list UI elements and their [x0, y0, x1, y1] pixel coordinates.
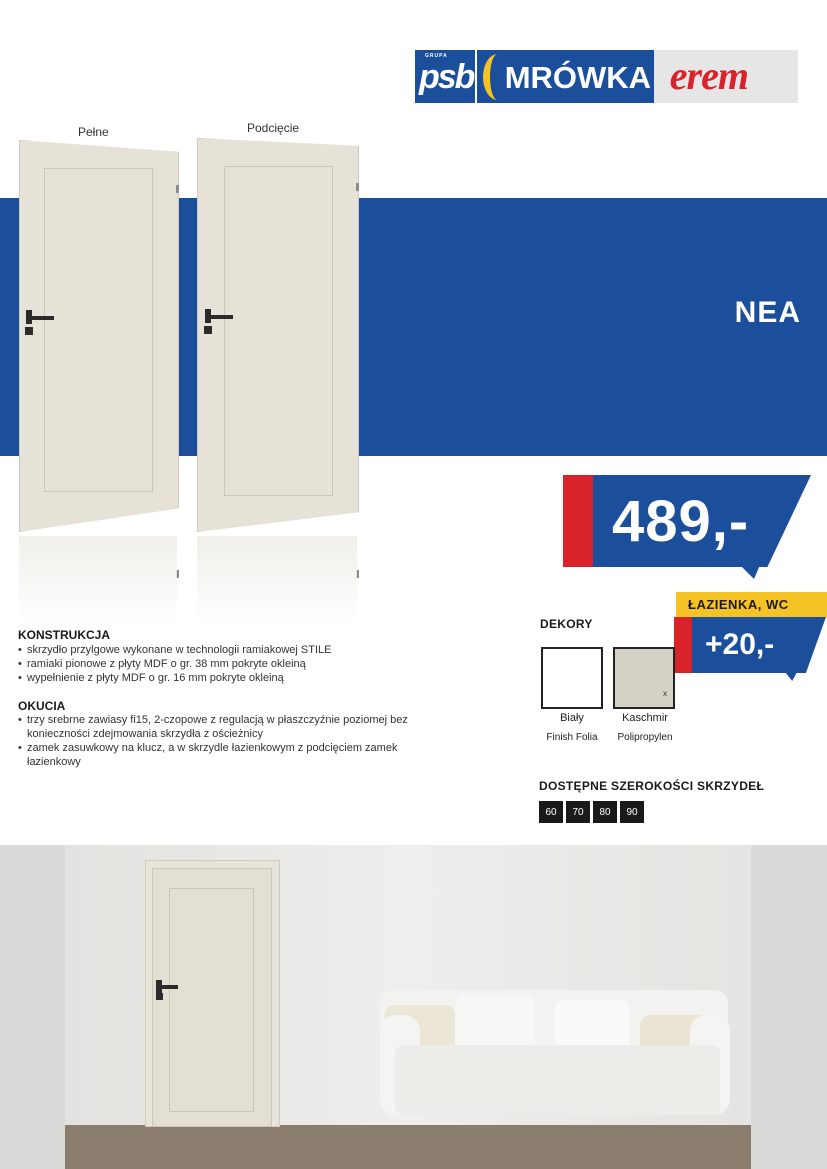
room-door-handle-icon	[156, 985, 178, 989]
bathroom-tag-tail	[785, 672, 797, 681]
erem-logo-text: erem	[669, 53, 748, 98]
psb-group-label: GRUPA	[425, 53, 448, 59]
price-tag-accent	[563, 475, 593, 567]
decor-name-kaschmir: Kaschmir	[622, 712, 668, 724]
door-full-handle-icon	[26, 316, 54, 320]
decor-name-white: Biały	[560, 712, 584, 724]
brand-logo	[415, 50, 798, 103]
bathroom-label: ŁAZIENKA, WC	[688, 597, 789, 612]
psb-logo-text: psb	[419, 58, 474, 96]
construction-item: • ramiaki pionowe z płyty MDF o gr. 38 mm pokryte okleiną	[18, 657, 438, 671]
width-badge: 60	[539, 801, 563, 823]
door-full-hinge-icon	[176, 185, 179, 193]
construction-item: • skrzydło przylgowe wykonane w technologii ramiakowej STILE	[18, 643, 438, 657]
decors-heading: DEKORY	[540, 617, 593, 631]
widths-list	[539, 801, 644, 823]
width-badge: 90	[620, 801, 644, 823]
decor-material-white: Finish Folia	[546, 732, 598, 743]
door-full-keyhole-icon	[25, 327, 33, 335]
door-full-panel	[44, 168, 153, 492]
bathroom-tag-accent	[674, 617, 692, 673]
fittings-item: • zamek zasuwkowy na klucz, a w skrzydle łazienkowym z podcięciem zamek łazienkowy	[18, 741, 438, 769]
product-title: NEA	[734, 296, 801, 329]
bathroom-surcharge: +20,-	[705, 628, 775, 661]
widths-heading: DOSTĘPNE SZEROKOŚCI SKRZYDEŁ	[539, 779, 765, 793]
door-full-reflection	[19, 536, 177, 626]
door-undercut-reflection	[197, 536, 357, 626]
room-floor	[65, 1125, 751, 1169]
sofa-seat	[395, 1045, 720, 1115]
price-tag-tail	[740, 565, 760, 579]
decor-material-kaschmir: Polipropylen	[617, 732, 673, 743]
fittings-item: • trzy srebrne zawiasy fi15, 2-czopowe z regulacją w płaszczyźnie poziomej bez konieczności zdejmowania skrzydła z ościeżnicy	[18, 713, 438, 741]
construction-heading: KONSTRUKCJA	[18, 628, 111, 642]
room-door-panel	[169, 888, 254, 1112]
width-badge: 70	[566, 801, 590, 823]
door-undercut-keyhole-icon	[204, 326, 212, 334]
mrowka-logo	[475, 50, 654, 103]
room-door-keyhole-icon	[156, 993, 163, 1000]
decor-swatch-mark: x	[663, 689, 667, 698]
psb-logo	[415, 50, 475, 103]
construction-list	[18, 643, 438, 685]
width-badge: 80	[593, 801, 617, 823]
door-undercut-panel	[224, 166, 333, 496]
door-undercut-handle-icon	[205, 315, 233, 319]
fittings-heading: OKUCIA	[18, 699, 66, 713]
door-full-label: Pełne	[78, 125, 109, 139]
mrowka-logo-text: MRÓWKA	[504, 60, 652, 95]
door-undercut-label: Podcięcie	[247, 121, 300, 135]
price-value: 489,-	[612, 489, 750, 554]
decor-swatch-white	[541, 647, 603, 709]
door-undercut-hinge-icon	[356, 183, 359, 191]
construction-item: • wypełnienie z płyty MDF o gr. 16 mm pokryte okleiną	[18, 671, 438, 685]
fittings-list	[18, 713, 438, 769]
decor-swatch-kaschmir	[613, 647, 675, 709]
erem-logo	[654, 50, 798, 103]
